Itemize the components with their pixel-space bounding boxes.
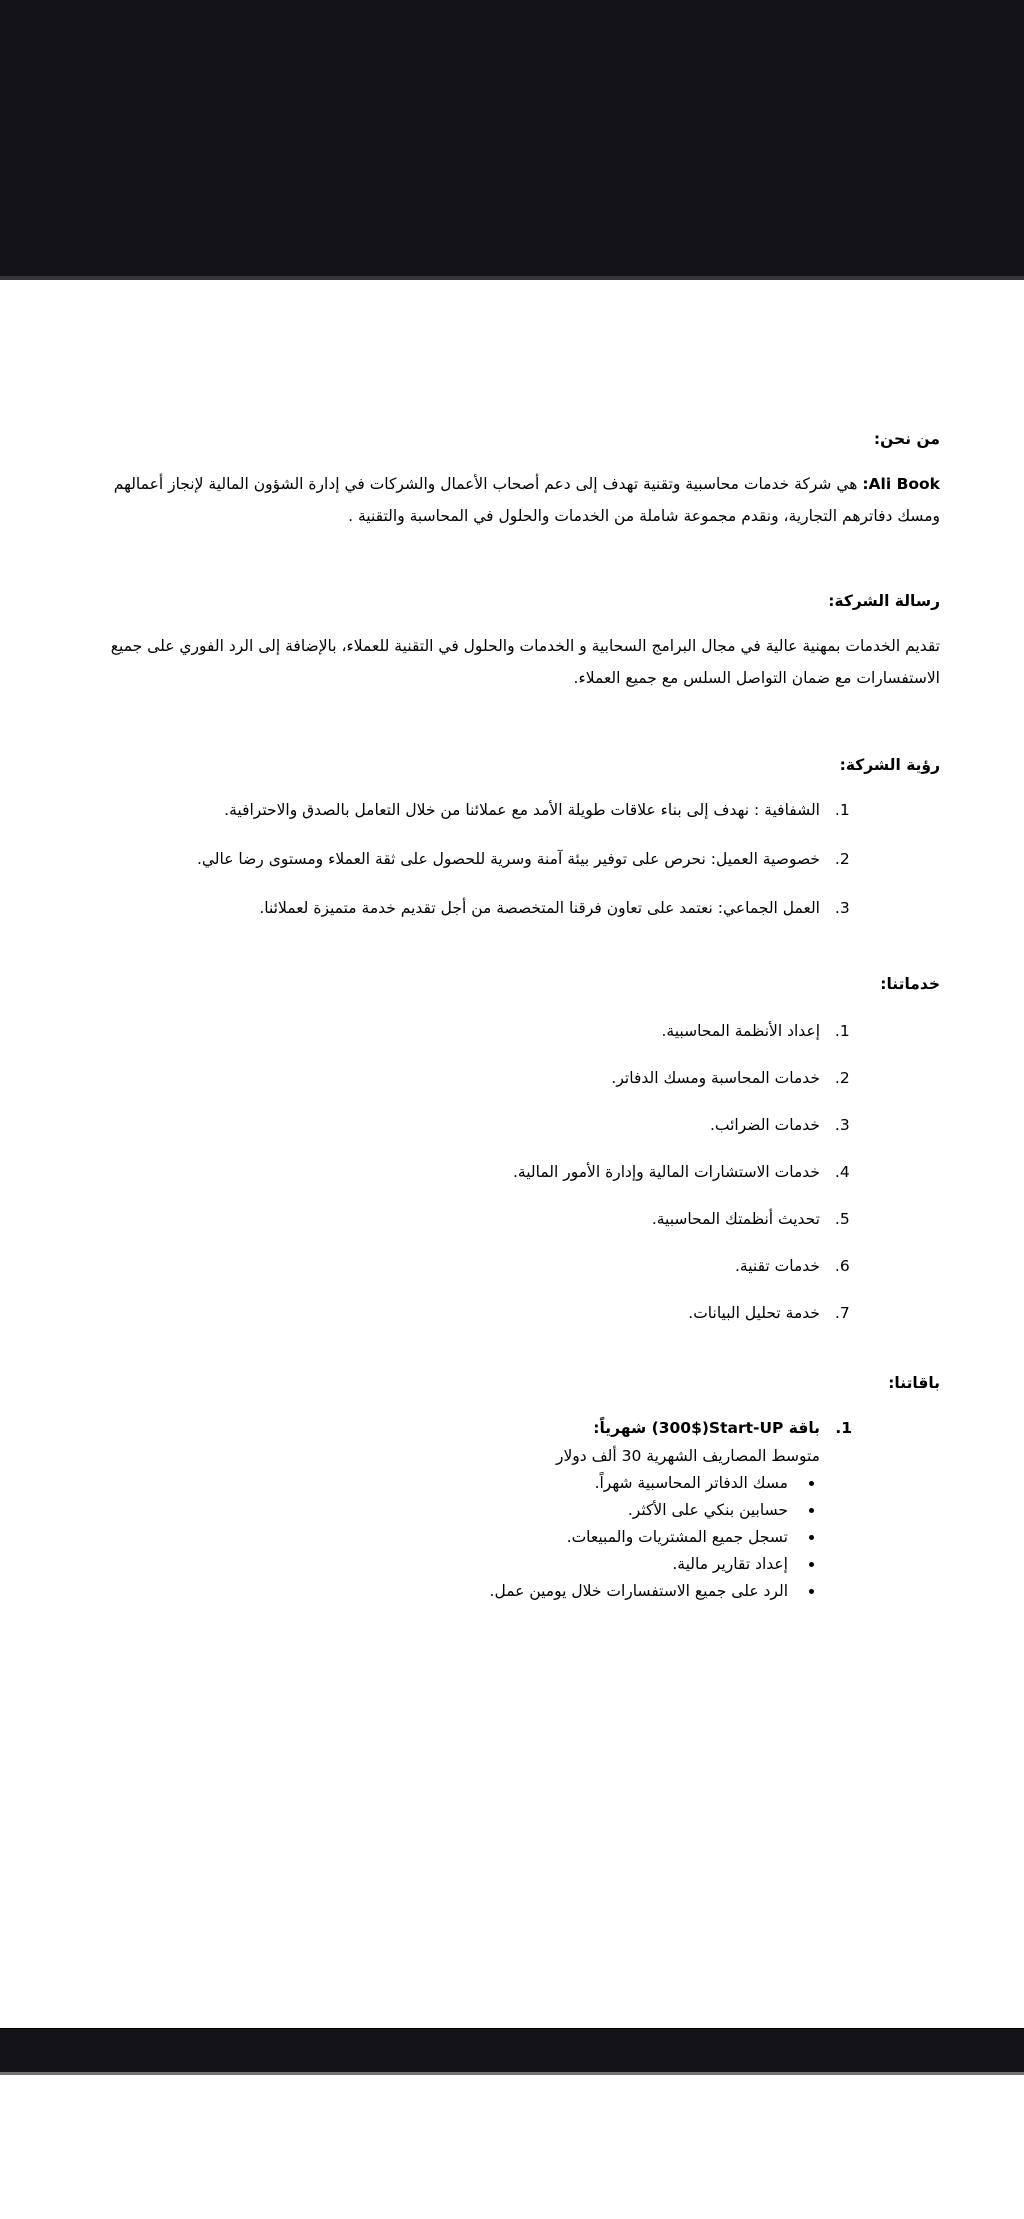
list-item: 2. خدمات المحاسبة ومسك الدفاتر. (84, 1062, 830, 1094)
top-dark-band (0, 0, 1024, 280)
section-heading-services: خدماتنا: (880, 975, 940, 993)
about-paragraph (84, 468, 940, 532)
list-item: 2. خصوصية العميل: نحرص على توفير بيئة آمنة وسرية للحصول على ثقة العملاء ومستوى رضا عالي. (84, 843, 830, 875)
list-item: 4. خدمات الاستشارات المالية وإدارة الأمور المالية. (84, 1156, 830, 1188)
list-item: 5. تحديث أنظمتك المحاسبية. (84, 1203, 830, 1235)
list-item: • تسجل جميع المشتريات والمبيعات. (84, 1524, 798, 1551)
vision-list (84, 794, 940, 924)
packages-list (84, 1414, 940, 1605)
list-item: 6. خدمات تقنية. (84, 1250, 830, 1282)
list-item: 7. خدمة تحليل البيانات. (84, 1297, 830, 1329)
list-item: 3. خدمات الضرائب. (84, 1109, 830, 1141)
package-item (84, 1414, 830, 1605)
package-subtitle: متوسط المصاريف الشهرية 30 ألف دولار (555, 1447, 820, 1465)
package-title: 1. باقة ‪(300$)Start-UP‬ شهرياً: (593, 1419, 820, 1437)
about-lead-bold: Ali Book: (862, 475, 940, 493)
services-list (84, 1015, 940, 1329)
list-item: 3. العمل الجماعي: نعتمد على تعاون فرقنا المتخصصة من أجل تقديم خدمة متميزة لعملائنا. (84, 892, 830, 924)
list-item: • إعداد تقارير مالية. (84, 1551, 798, 1578)
section-heading-vision: رؤية الشركة: (839, 756, 940, 774)
about-text: هي شركة خدمات محاسبية وتقنية تهدف إلى دعم أصحاب الأعمال والشركات في إدارة الشؤون المالية لإنجاز أعمالهم ومسك دفاترهم التجارية، ونقدم مجموعة شاملة من الخدمات والحلول في المحاسبة والتقنية . (113, 475, 940, 525)
mission-paragraph: تقديم الخدمات بمهنية عالية في مجال البرامج السحابية و الخدمات والحلول في التقنية للعملاء، بالإضافة إلى الرد الفوري على جميع الاستفسارات مع ضمان التواصل السلس مع جميع العملاء. (110, 637, 940, 687)
section-heading-packages: باقاتنا: (888, 1374, 940, 1392)
list-item: 1. الشفافية : نهدف إلى بناء علاقات طويلة الأمد مع عملائنا من خلال التعامل بالصدق والاحترافية. (84, 794, 830, 826)
list-item: • مسك الدفاتر المحاسبية شهراً. (84, 1470, 798, 1497)
bottom-dark-band (0, 2028, 1024, 2075)
package-feature-list (84, 1470, 820, 1605)
list-item: • الرد على جميع الاستفسارات خلال يومين عمل. (84, 1578, 798, 1605)
list-item: 1. إعداد الأنظمة المحاسبية. (84, 1015, 830, 1047)
section-heading-about: من نحن: (873, 430, 940, 448)
list-item: • حسابين بنكي على الأكثر. (84, 1497, 798, 1524)
section-heading-mission: رسالة الشركة: (828, 592, 940, 610)
document-body (0, 280, 1024, 2028)
